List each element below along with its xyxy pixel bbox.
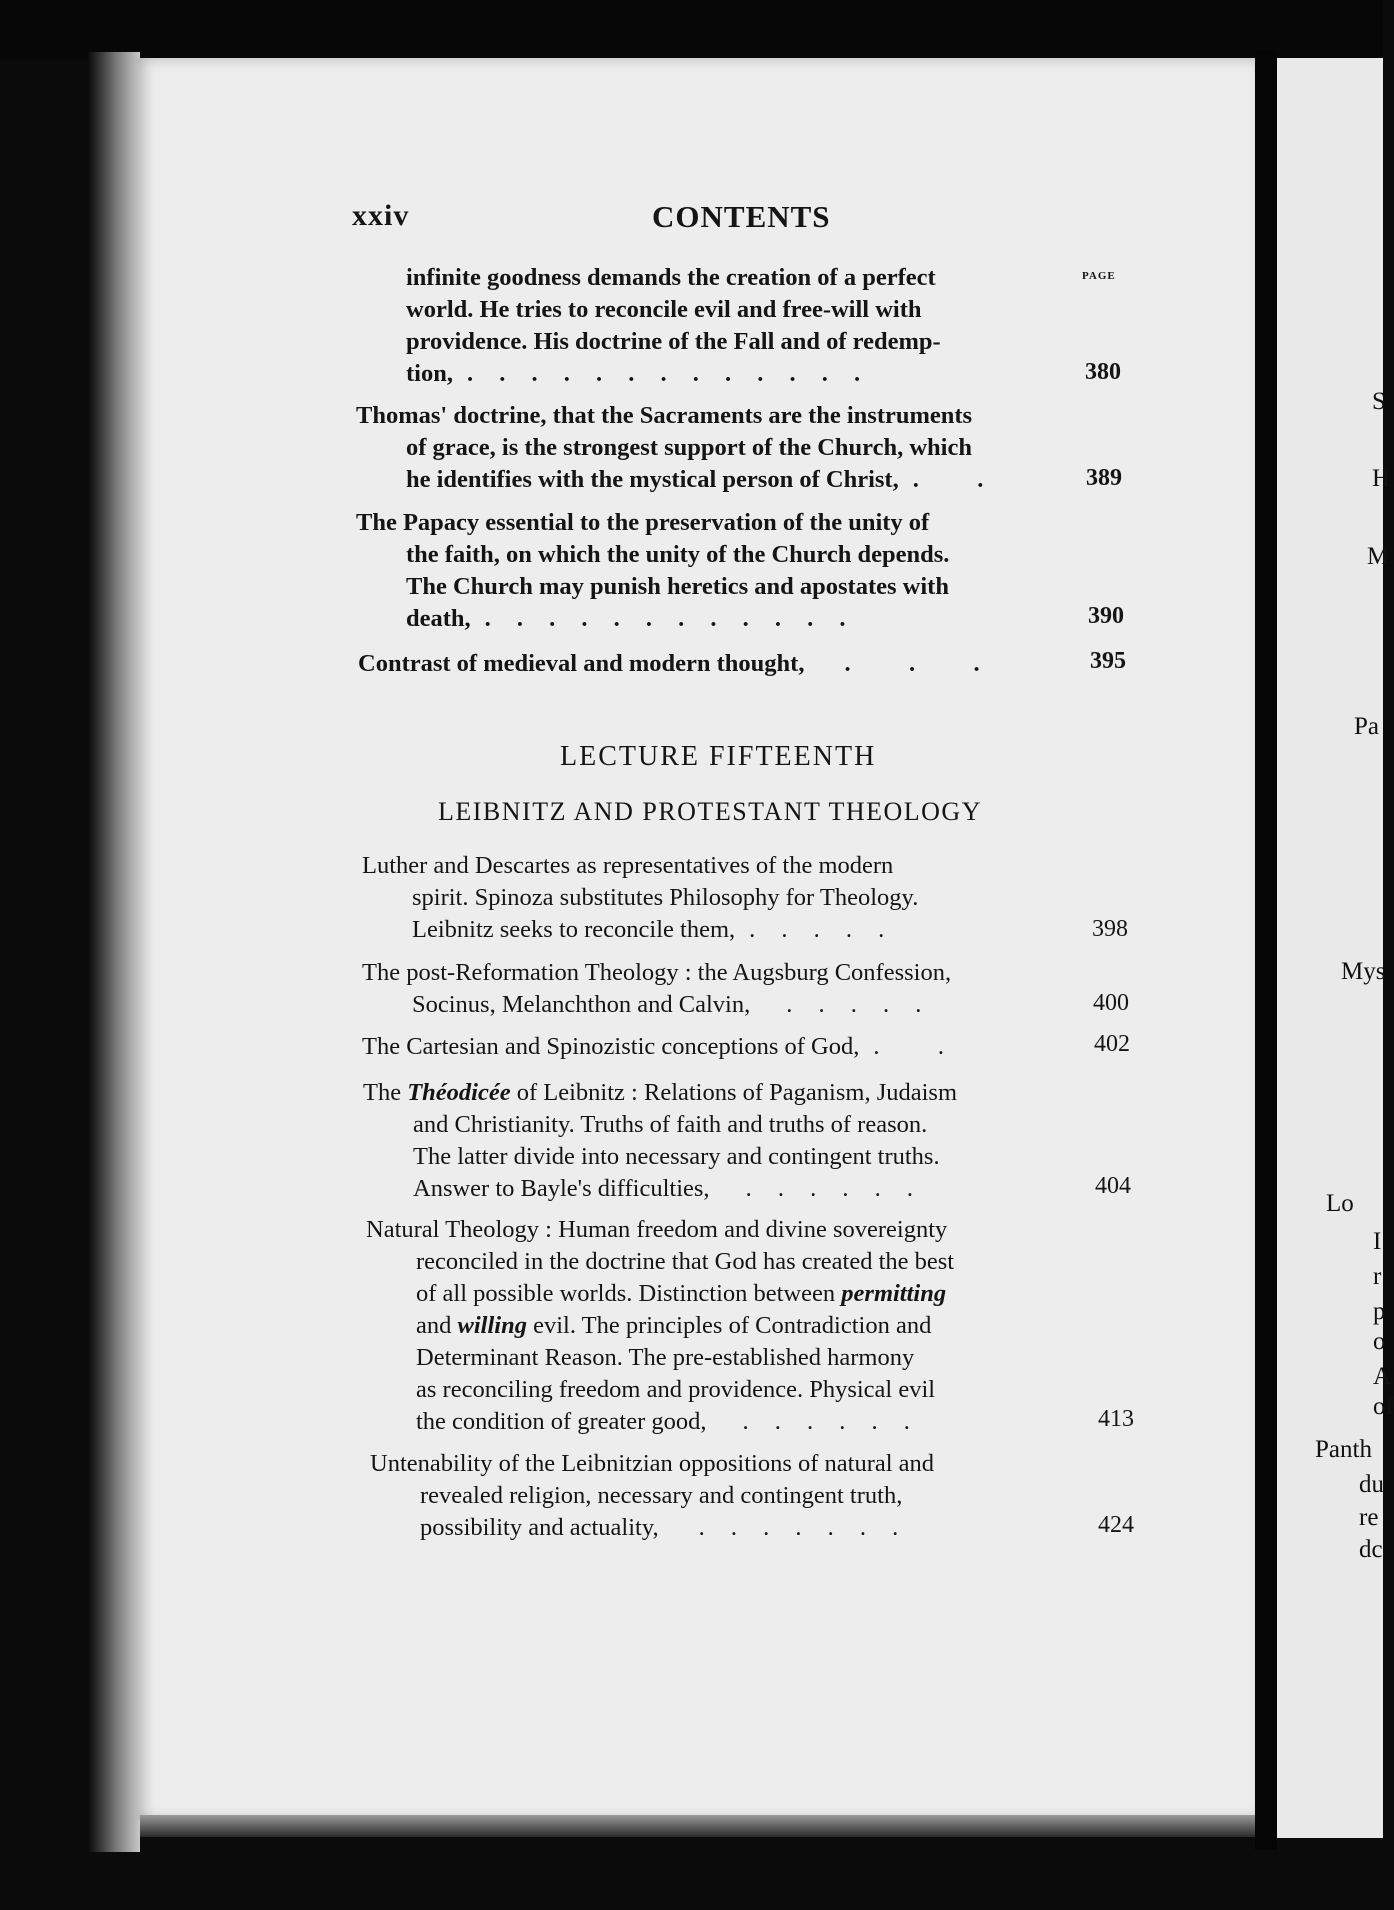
entry-line: Contrast of medieval and modern thought, . . . [358,648,990,680]
entry-line: The latter divide into necessary and contingent truths. [413,1143,940,1170]
entry-page-number: 424 [1098,1512,1134,1538]
entry-line: Luther and Descartes as representatives of the modern [362,852,894,879]
dot-leader: . . . . . . [742,1408,920,1435]
dot-leader: . . . . . . [745,1175,923,1202]
entry-line: and Christianity. Truths of faith and truths of reason. [413,1111,928,1138]
dot-leader: . . . [844,650,990,677]
entry-line: world. He tries to reconcile evil and free-will with [406,296,922,323]
toc-entry [356,507,949,635]
entry-line: and willing evil. The principles of Contradiction and [416,1312,932,1339]
entry-line: reconciled in the doctrine that God has created the best [416,1248,955,1275]
facing-fragment: Pa [1354,713,1379,740]
entry-line: The Cartesian and Spinozistic conceptions of God, . . [362,1031,954,1063]
facing-fragment: M [1367,543,1390,570]
toc-entry [362,957,951,1021]
entry-line: The Théodicée of Leibnitz : Relations of Paganism, Judaism [363,1079,958,1106]
facing-fragment: re [1359,1504,1379,1531]
facing-fragment: H [1372,465,1391,492]
facing-fragment: o [1373,1328,1386,1355]
facing-fragment: of [1373,1393,1394,1420]
entry-line: Untenability of the Leibnitzian oppositions of natural and [370,1450,935,1477]
entry-page-number: 398 [1092,916,1128,942]
dot-leader: . . [873,1033,954,1060]
entry-line: Socinus, Melanchthon and Calvin, . . . . . [362,989,951,1021]
lecture-title: LECTURE FIFTEENTH [560,741,877,772]
entry-line: the condition of greater good, . . . . . . [366,1406,954,1438]
facing-fragment: A [1373,1363,1392,1390]
entry-page-number: 413 [1098,1406,1134,1432]
toc-entry [356,262,941,390]
dot-leader: . . . . . [749,916,895,943]
entry-line: Answer to Bayle's difficulties, . . . . . . [363,1173,957,1205]
facing-fragment: Lo [1326,1190,1354,1217]
page-column-label: PAGE [1082,270,1116,282]
entry-line: Thomas' doctrine, that the Sacraments are the instruments [356,402,973,429]
facing-fragment: r [1373,1263,1382,1290]
toc-entry [370,1448,934,1544]
entry-page-number: 395 [1090,648,1126,674]
italic-title: Théodicée [407,1079,511,1106]
entry-line: he identifies with the mystical person of Christ, . . [356,464,993,496]
entry-line: Leibnitz seeks to reconcile them, . . . . . [362,914,918,946]
entry-line: death, . . . . . . . . . . . . [356,603,949,635]
facing-fragment: dc [1359,1536,1383,1563]
italic-word: permitting [841,1280,947,1307]
entry-page-number: 389 [1086,465,1122,491]
facing-fragment: Panth [1315,1436,1372,1463]
entry-page-number: 402 [1094,1031,1130,1057]
entry-page-number: 404 [1095,1173,1131,1199]
entry-line: providence. His doctrine of the Fall and of redemp- [406,328,941,355]
entry-line: Determinant Reason. The pre-established harmony [416,1344,915,1371]
dot-leader: . . . . . . . . . . . . . [466,360,871,387]
entry-page-number: 390 [1088,603,1124,629]
toc-entry [362,1031,954,1063]
entry-line: spirit. Spinoza substitutes Philosophy for Theology. [412,884,919,911]
toc-entry [366,1214,954,1438]
dot-leader: . . . . . [786,991,932,1018]
entry-line: possibility and actuality, . . . . . . . [370,1512,934,1544]
entry-line: of all possible worlds. Distinction between permitting [416,1280,947,1307]
lecture-subject: LEIBNITZ AND PROTESTANT THEOLOGY [438,797,982,826]
dot-leader: . . . . . . . . . . . . [484,605,856,632]
facing-fragment: I [1373,1228,1382,1255]
facing-fragment: S [1372,388,1386,415]
toc-entry [358,648,990,680]
facing-fragment: Mys [1341,958,1386,985]
running-head: CONTENTS [652,199,831,234]
entry-line: the faith, on which the unity of the Church depends. [406,541,950,568]
toc-entry [362,850,918,946]
dot-leader: . . . . . . . [698,1514,909,1541]
entry-line: The post-Reformation Theology : the Augsburg Confession, [362,959,952,986]
entry-line: The Papacy essential to the preservation of the unity of [356,509,930,536]
entry-line: tion, . . . . . . . . . . . . . [356,358,941,390]
entry-line: infinite goodness demands the creation of a perfect [406,264,936,291]
toc-entry [363,1077,957,1205]
entry-line: as reconciling freedom and providence. Physical evil [416,1376,936,1403]
facing-fragment: du [1359,1471,1384,1498]
entry-line: revealed religion, necessary and contingent truth, [420,1482,903,1509]
entry-line: The Church may punish heretics and apostates with [406,573,949,600]
toc-entry [356,400,993,496]
dot-leader: . . [912,466,994,493]
entry-page-number: 380 [1085,359,1121,385]
entry-line: of grace, is the strongest support of the Church, which [406,434,972,461]
entry-line: Natural Theology : Human freedom and divine sovereignty [366,1216,948,1243]
facing-fragment: p [1373,1298,1386,1325]
italic-word: willing [457,1312,527,1339]
page-number: xxiv [352,199,410,232]
entry-page-number: 400 [1093,990,1129,1016]
